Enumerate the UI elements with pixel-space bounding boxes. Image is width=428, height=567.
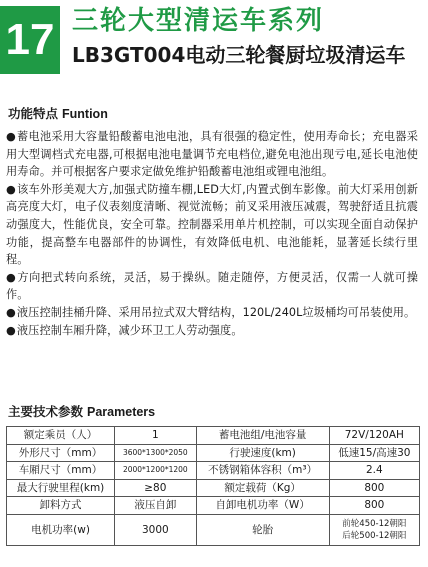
tyre-front: 前轮450-12朝阳 xyxy=(342,518,407,529)
feature-text: 方向把式转向系统，灵活，易于操纵。随走随停，方便灵活，仅需一人就可操作。 xyxy=(6,270,418,302)
bullet-icon: ● xyxy=(6,182,17,196)
feature-item xyxy=(6,181,418,269)
param-label: 车厢尺寸（mm） xyxy=(7,462,115,480)
bullet-icon: ● xyxy=(6,130,17,143)
section-number-badge: 17 xyxy=(0,6,60,74)
param-label: 卸料方式 xyxy=(7,497,115,515)
feature-text: 液压控制车厢升降，减少环卫工人劳动强度。 xyxy=(16,323,243,337)
param-label: 电机功率(w) xyxy=(7,514,115,545)
param-label: 不锈钢箱体容积（m³） xyxy=(196,462,329,480)
feature-item xyxy=(6,128,418,181)
bullet-icon: ● xyxy=(6,305,16,319)
feature-item xyxy=(6,304,418,322)
features-heading-en: Funtion xyxy=(62,107,108,121)
param-value: 3600*1300*2050 xyxy=(115,444,197,462)
param-value: 800 xyxy=(329,497,419,515)
param-label: 最大行驶里程(km) xyxy=(7,479,115,497)
param-value: 低速15/高速30 xyxy=(329,444,419,462)
features-heading xyxy=(8,104,108,122)
param-value: ≥80 xyxy=(115,479,197,497)
table-row xyxy=(7,479,420,497)
table-row xyxy=(7,427,420,445)
tyre-rear: 后轮500-12朝阳 xyxy=(342,530,407,541)
table-row xyxy=(7,462,420,480)
feature-item xyxy=(6,269,418,304)
header xyxy=(0,0,428,80)
params-heading-cn: 主要技术参数 xyxy=(8,404,84,419)
bullet-icon: ● xyxy=(6,323,16,337)
param-value: 液压自卸 xyxy=(115,497,197,515)
feature-item xyxy=(6,322,418,340)
param-value: 3000 xyxy=(115,514,197,545)
params-heading-en: Parameters xyxy=(87,405,156,419)
param-label: 外形尺寸（mm） xyxy=(7,444,115,462)
params-table xyxy=(6,426,420,546)
param-label: 额定载荷（Kg） xyxy=(196,479,329,497)
param-label: 额定乘员（人） xyxy=(7,427,115,445)
feature-text: 液压控制挂桶升降、采用吊拉式双大臂结构，120L/240L垃圾桶均可吊装使用。 xyxy=(16,305,416,319)
series-title: 三轮大型清运车系列 xyxy=(72,6,325,36)
table-row xyxy=(7,444,420,462)
param-label: 行驶速度(km) xyxy=(196,444,329,462)
table-row xyxy=(7,497,420,515)
param-label: 轮胎 xyxy=(196,514,329,545)
param-value: 2000*1200*1200 xyxy=(115,462,197,480)
param-value: 72V/120AH xyxy=(329,427,419,445)
bullet-icon: ● xyxy=(6,270,17,284)
param-label: 自卸电机功率（W） xyxy=(196,497,329,515)
features-list xyxy=(6,128,418,339)
param-value: 2.4 xyxy=(329,462,419,480)
table-row xyxy=(7,514,420,545)
feature-text: 该车外形美观大方,加强式防撞车棚,LED大灯,内置式倒车影像。前大灯采用创新高亮度大灯，电子仪表刻度清晰、视觉流畅；前叉采用液压减震，驾驶舒适且抗震动强度大，性能优良，安全可靠。控制器采用单片机控制，可以实现全面自动保护功能，提高整车电器部件的协调性，有效降低电机、电池能耗，显著延长续行里程。 xyxy=(6,182,418,267)
param-value: 800 xyxy=(329,479,419,497)
param-label: 蓄电池组/电池容量 xyxy=(196,427,329,445)
features-heading-cn: 功能特点 xyxy=(8,106,59,121)
feature-text: 蓄电池采用大容量铅酸蓄电池电池，具有很强的稳定性，使用寿命长；充电器采用大型调档式充电器,可根据电池电量调节充电档位,避免电池出现亏电,延长电池使用寿命。并可根据客户要求定做免维护铅酸蓄电池组或锂电池组。 xyxy=(6,130,418,179)
param-value: 1 xyxy=(115,427,197,445)
tyre-value xyxy=(329,514,419,545)
params-heading xyxy=(8,402,155,420)
model-title: LB3GT004电动三轮餐厨垃圾清运车 xyxy=(72,43,406,67)
